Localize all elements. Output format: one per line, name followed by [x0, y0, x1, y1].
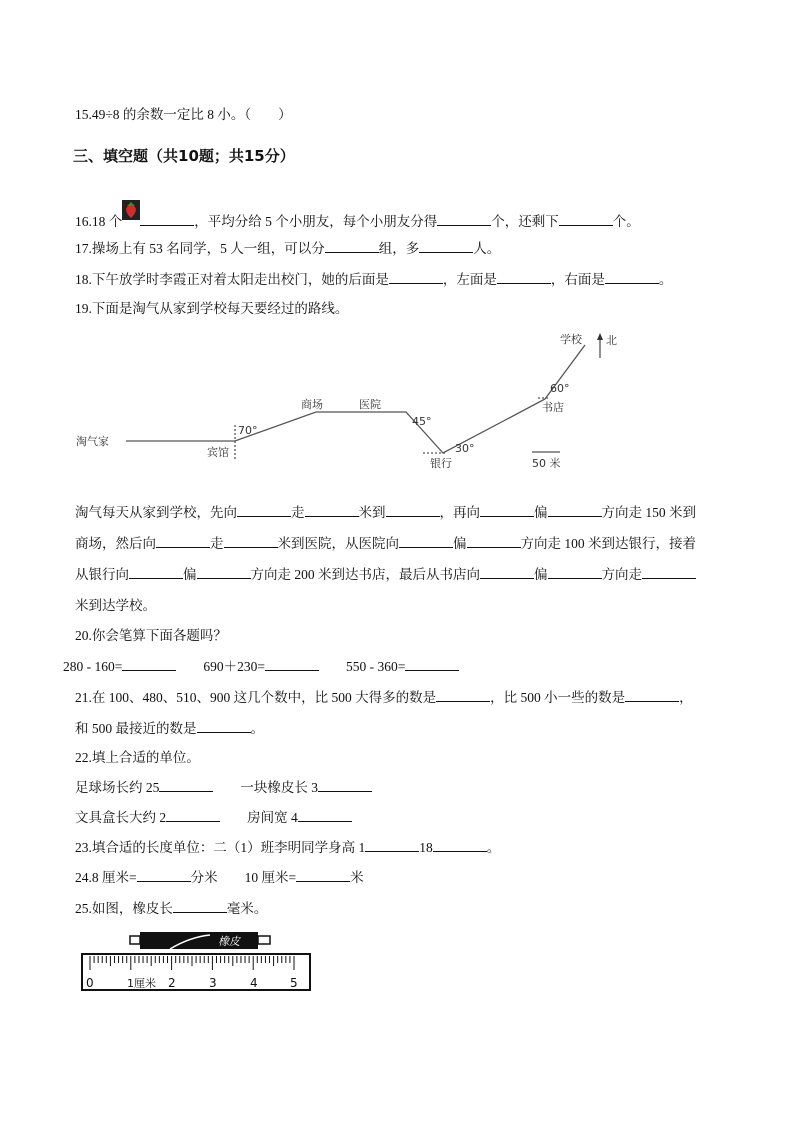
text-segment: 从银行向 [75, 567, 129, 582]
answer-blank[interactable] [642, 566, 696, 579]
answer-blank[interactable] [389, 271, 443, 284]
answer-blank[interactable] [325, 240, 379, 253]
q22-line [75, 749, 200, 767]
q19-text-4-line [75, 597, 156, 615]
q21-2-line [75, 720, 264, 738]
answer-blank[interactable] [224, 535, 278, 548]
ruler-label-0: 0 [86, 976, 94, 990]
north-label: 北 [606, 334, 617, 347]
ruler-figure [70, 925, 320, 995]
text-segment: ，再向 [439, 505, 480, 520]
answer-blank[interactable] [433, 839, 487, 852]
answer-blank[interactable] [480, 504, 534, 517]
answer-blank[interactable] [605, 271, 659, 284]
q22-2-line [75, 809, 352, 827]
answer-blank[interactable] [419, 240, 473, 253]
q17-line [75, 240, 500, 258]
q18-line [75, 271, 672, 289]
answer-blank[interactable] [497, 271, 551, 284]
text-segment: 21.在 100、480、510、900 这几个数中，比 500 大得多的数是 [75, 690, 437, 705]
text-segment: 个。 [612, 214, 640, 229]
answer-blank[interactable] [159, 779, 213, 792]
angle-60: 60° [550, 382, 570, 395]
answer-blank[interactable] [436, 689, 490, 702]
answer-blank[interactable] [137, 869, 191, 882]
text-segment: 方向走 100 米到达银行，接着 [520, 536, 696, 551]
route-path [126, 345, 585, 453]
answer-blank[interactable] [437, 213, 491, 226]
text-segment: 文具盒长大约 2 [75, 810, 167, 825]
text-segment: 毫米。 [226, 901, 268, 916]
text-segment: 一块橡皮长 3 [213, 780, 318, 795]
text-segment: 20.你会笔算下面各题吗？ [75, 628, 227, 643]
angle-70: 70° [238, 424, 258, 437]
answer-blank[interactable] [399, 535, 453, 548]
ruler-label-4: 4 [250, 976, 258, 990]
answer-blank[interactable] [625, 689, 679, 702]
answer-blank[interactable] [122, 658, 176, 671]
answer-blank[interactable] [405, 658, 459, 671]
place-bank: 银行 [430, 457, 452, 470]
answer-blank[interactable] [156, 535, 210, 548]
answer-blank[interactable] [197, 720, 251, 733]
text-segment: 走 [291, 505, 305, 520]
text-segment: 米到医院，从医院向 [277, 536, 399, 551]
text-segment: 方向走 200 米到达书店，最后从书店向 [250, 567, 480, 582]
text-segment: 25.如图，橡皮长 [75, 901, 173, 916]
scale-label: 50 米 [532, 457, 561, 470]
answer-blank[interactable] [559, 213, 613, 226]
text-segment: 米到达学校。 [75, 598, 156, 613]
q20-line [75, 627, 227, 645]
answer-blank[interactable] [365, 839, 419, 852]
q19-text-3-line [75, 566, 696, 584]
q23-line [75, 839, 500, 857]
text-segment: 690＋230= [176, 659, 265, 674]
text-segment: 18 [419, 840, 433, 855]
text-segment: 偏 [534, 505, 548, 520]
answer-blank[interactable] [173, 900, 227, 913]
q20-exprs-line [63, 658, 459, 676]
eraser-label: 橡皮 [218, 935, 240, 948]
text-segment: ， [679, 690, 693, 705]
text-segment: 个，还剩下 [491, 214, 559, 229]
place-hotel: 宾馆 [207, 446, 229, 459]
answer-blank[interactable] [197, 566, 251, 579]
q16-line [75, 200, 640, 231]
text-segment: 足球场长约 25 [75, 780, 160, 795]
text-segment: ，左面是 [442, 272, 497, 287]
answer-blank[interactable] [548, 504, 602, 517]
answer-blank[interactable] [140, 213, 194, 226]
answer-blank[interactable] [386, 504, 440, 517]
text-segment: 22.填上合适的单位。 [75, 750, 200, 765]
angle-45: 45° [412, 415, 432, 428]
answer-blank[interactable] [480, 566, 534, 579]
text-segment: 人。 [473, 241, 501, 256]
answer-blank[interactable] [467, 535, 521, 548]
text-segment: 23.填合适的长度单位：二（1）班李明同学身高 1 [75, 840, 366, 855]
place-mall: 商场 [301, 398, 323, 411]
answer-blank[interactable] [548, 566, 602, 579]
place-school: 学校 [560, 333, 582, 346]
text-segment: ，右面是 [550, 272, 605, 287]
text-segment: 15.49÷8 的余数一定比 8 小。（ ） [75, 107, 292, 122]
text-segment: 走 [210, 536, 224, 551]
text-segment: 组，多 [378, 241, 420, 256]
ruler-label-5: 5 [290, 976, 298, 990]
text-segment: 。 [658, 272, 673, 287]
route-map-diagram [0, 320, 793, 485]
answer-blank[interactable] [305, 504, 359, 517]
text-segment: 方向走 [601, 567, 642, 582]
answer-blank[interactable] [318, 779, 372, 792]
q19-text-1-line [75, 504, 696, 522]
text-segment: 18.下午放学时李霞正对着太阳走出校门，她的后面是 [75, 272, 389, 287]
text-segment: 。 [250, 721, 264, 736]
answer-blank[interactable] [298, 809, 352, 822]
text-segment: 房间宽 4 [220, 810, 298, 825]
answer-blank[interactable] [129, 566, 183, 579]
text-segment: ，平均分给 5 个小朋友，每个小朋友分得 [194, 214, 438, 229]
text-segment: 米 [350, 870, 364, 885]
text-segment: ，比 500 小一些的数是 [490, 690, 626, 705]
text-segment: 和 500 最接近的数是 [75, 721, 197, 736]
answer-blank[interactable] [265, 658, 319, 671]
text-segment: 偏 [534, 567, 548, 582]
angle-30: 30° [455, 442, 475, 455]
text-segment: 280 - 160= [63, 659, 123, 674]
strawberry-icon [122, 200, 140, 220]
text-segment: 商场，然后向 [75, 536, 156, 551]
place-bookstore: 书店 [542, 401, 564, 414]
answer-blank[interactable] [296, 869, 350, 882]
text-segment: 19.下面是淘气从家到学校每天要经过的路线。 [75, 301, 349, 316]
text-segment: 淘气每天从家到学校，先向 [75, 505, 237, 520]
text-segment: 偏 [183, 567, 197, 582]
answer-blank[interactable] [237, 504, 291, 517]
text-segment: 17.操场上有 53 名同学，5 人一组，可以分 [75, 241, 325, 256]
place-home: 淘气家 [76, 435, 109, 448]
text-segment: 24.8 厘米= [75, 870, 137, 885]
ruler-label-2: 2 [168, 976, 176, 990]
text-segment: 分米 10 厘米= [190, 870, 297, 885]
section-heading: 三、填空题（共10题；共15分） [73, 147, 295, 165]
ruler-label-3: 3 [209, 976, 217, 990]
text-segment: 550 - 360= [318, 659, 406, 674]
ruler-label-1: 1厘米 [127, 977, 156, 990]
q19-text-2-line [75, 535, 696, 553]
text-segment: 米到 [358, 505, 386, 520]
text-segment: 方向走 150 米到 [601, 505, 696, 520]
q21-1-line [75, 689, 693, 707]
text-segment: 。 [486, 840, 501, 855]
q25-line [75, 900, 267, 918]
text-segment: 16.18 个 [75, 214, 123, 229]
eraser [140, 932, 258, 949]
text-segment: 偏 [453, 536, 467, 551]
q19-line [75, 300, 348, 318]
answer-blank[interactable] [166, 809, 220, 822]
q22-1-line [75, 779, 372, 797]
q24-line [75, 869, 364, 887]
q15-line [75, 106, 292, 124]
place-hospital: 医院 [359, 398, 381, 411]
